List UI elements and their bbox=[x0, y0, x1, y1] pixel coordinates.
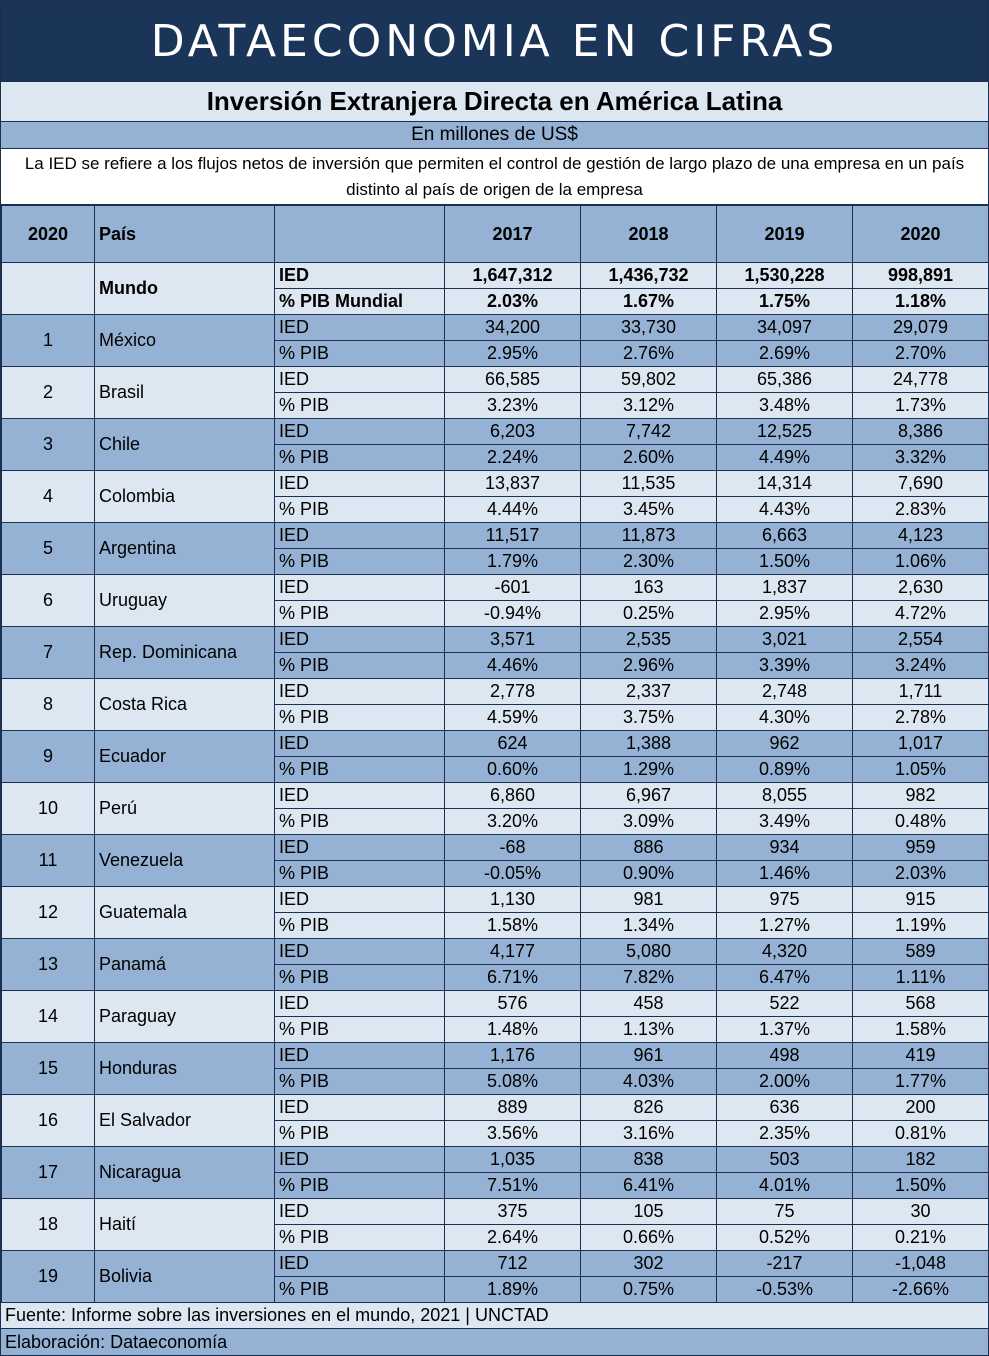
pib-value: 7.51% bbox=[445, 1173, 581, 1199]
pib-value: 1.05% bbox=[853, 757, 989, 783]
pib-value: 1.19% bbox=[853, 913, 989, 939]
world-ied-2019: 1,530,228 bbox=[717, 263, 853, 289]
pib-value: 2.35% bbox=[717, 1121, 853, 1147]
header-year-2020: 2020 bbox=[853, 206, 989, 263]
table-header-row bbox=[2, 206, 989, 263]
pib-value: 2.70% bbox=[853, 341, 989, 367]
pib-value: 2.64% bbox=[445, 1225, 581, 1251]
ied-value: 105 bbox=[581, 1199, 717, 1225]
pib-label: % PIB bbox=[275, 497, 445, 523]
pib-value: 4.49% bbox=[717, 445, 853, 471]
pib-value: 3.12% bbox=[581, 393, 717, 419]
table-row bbox=[2, 471, 989, 497]
pib-value: 2.76% bbox=[581, 341, 717, 367]
ied-value: 163 bbox=[581, 575, 717, 601]
pib-value: -2.66% bbox=[853, 1277, 989, 1303]
ied-value: 30 bbox=[853, 1199, 989, 1225]
page-title: Inversión Extranjera Directa en América Latina bbox=[1, 81, 988, 122]
pib-value: 1.89% bbox=[445, 1277, 581, 1303]
ied-value: 4,123 bbox=[853, 523, 989, 549]
pib-label: % PIB bbox=[275, 757, 445, 783]
country-rank: 13 bbox=[2, 939, 95, 991]
pib-value: 3.39% bbox=[717, 653, 853, 679]
pib-value: 2.24% bbox=[445, 445, 581, 471]
pib-value: 4.72% bbox=[853, 601, 989, 627]
pib-value: 6.71% bbox=[445, 965, 581, 991]
country-rank: 1 bbox=[2, 315, 95, 367]
ied-label: IED bbox=[275, 1251, 445, 1277]
pib-value: 3.56% bbox=[445, 1121, 581, 1147]
pib-label: % PIB bbox=[275, 965, 445, 991]
pib-label: % PIB bbox=[275, 1069, 445, 1095]
ied-value: 5,080 bbox=[581, 939, 717, 965]
ied-value: 75 bbox=[717, 1199, 853, 1225]
ied-value: 302 bbox=[581, 1251, 717, 1277]
ied-value: 959 bbox=[853, 835, 989, 861]
pib-value: 3.16% bbox=[581, 1121, 717, 1147]
pib-value: 3.24% bbox=[853, 653, 989, 679]
pib-value: 1.79% bbox=[445, 549, 581, 575]
pib-value: 1.46% bbox=[717, 861, 853, 887]
ied-value: 498 bbox=[717, 1043, 853, 1069]
ied-value: -1,048 bbox=[853, 1251, 989, 1277]
table-row bbox=[2, 1147, 989, 1173]
pib-value: 4.30% bbox=[717, 705, 853, 731]
pib-value: 1.13% bbox=[581, 1017, 717, 1043]
country-name: Ecuador bbox=[95, 731, 275, 783]
ied-value: 7,742 bbox=[581, 419, 717, 445]
ied-value: 3,021 bbox=[717, 627, 853, 653]
country-name: Guatemala bbox=[95, 887, 275, 939]
pib-value: 0.81% bbox=[853, 1121, 989, 1147]
ied-value: 33,730 bbox=[581, 315, 717, 341]
ied-label: IED bbox=[275, 991, 445, 1017]
ied-value: 3,571 bbox=[445, 627, 581, 653]
table-row bbox=[2, 731, 989, 757]
pib-value: 4.43% bbox=[717, 497, 853, 523]
country-name: Panamá bbox=[95, 939, 275, 991]
table-row bbox=[2, 315, 989, 341]
table-row bbox=[2, 939, 989, 965]
table-row bbox=[2, 1095, 989, 1121]
pib-value: 2.95% bbox=[717, 601, 853, 627]
world-rank bbox=[2, 263, 95, 315]
country-rank: 19 bbox=[2, 1251, 95, 1303]
pib-label: % PIB bbox=[275, 601, 445, 627]
table-row bbox=[2, 367, 989, 393]
ied-value: 4,320 bbox=[717, 939, 853, 965]
table-row bbox=[2, 575, 989, 601]
country-name: Argentina bbox=[95, 523, 275, 575]
ied-value: 13,837 bbox=[445, 471, 581, 497]
pib-value: -0.53% bbox=[717, 1277, 853, 1303]
ied-label: IED bbox=[275, 523, 445, 549]
pib-value: 2.00% bbox=[717, 1069, 853, 1095]
world-ied-2017: 1,647,312 bbox=[445, 263, 581, 289]
pib-label: % PIB bbox=[275, 1173, 445, 1199]
ied-value: 568 bbox=[853, 991, 989, 1017]
pib-value: 4.03% bbox=[581, 1069, 717, 1095]
ied-value: 24,778 bbox=[853, 367, 989, 393]
pib-label: % PIB bbox=[275, 341, 445, 367]
pib-value: 0.90% bbox=[581, 861, 717, 887]
country-name: Rep. Dominicana bbox=[95, 627, 275, 679]
pib-label: % PIB bbox=[275, 549, 445, 575]
country-rank: 12 bbox=[2, 887, 95, 939]
ied-value: 2,778 bbox=[445, 679, 581, 705]
pib-value: 3.48% bbox=[717, 393, 853, 419]
pib-value: 2.30% bbox=[581, 549, 717, 575]
table-row bbox=[2, 991, 989, 1017]
ied-label: IED bbox=[275, 1043, 445, 1069]
world-name: Mundo bbox=[95, 263, 275, 315]
ied-value: 6,203 bbox=[445, 419, 581, 445]
ied-value: 624 bbox=[445, 731, 581, 757]
country-name: Costa Rica bbox=[95, 679, 275, 731]
pib-label: % PIB bbox=[275, 653, 445, 679]
country-rank: 7 bbox=[2, 627, 95, 679]
pib-value: 0.25% bbox=[581, 601, 717, 627]
pib-value: 1.50% bbox=[717, 549, 853, 575]
ied-value: 1,176 bbox=[445, 1043, 581, 1069]
pib-value: 3.23% bbox=[445, 393, 581, 419]
ied-value: 2,535 bbox=[581, 627, 717, 653]
country-rank: 18 bbox=[2, 1199, 95, 1251]
pib-label: % PIB bbox=[275, 809, 445, 835]
country-name: Bolivia bbox=[95, 1251, 275, 1303]
pib-value: 1.77% bbox=[853, 1069, 989, 1095]
pib-value: 1.29% bbox=[581, 757, 717, 783]
pib-value: 1.37% bbox=[717, 1017, 853, 1043]
ied-value: 6,663 bbox=[717, 523, 853, 549]
ied-value: 6,860 bbox=[445, 783, 581, 809]
ied-value: 11,873 bbox=[581, 523, 717, 549]
country-rank: 14 bbox=[2, 991, 95, 1043]
ied-value: -601 bbox=[445, 575, 581, 601]
ied-value: -217 bbox=[717, 1251, 853, 1277]
pib-label: % PIB bbox=[275, 1121, 445, 1147]
ied-value: 29,079 bbox=[853, 315, 989, 341]
banner-title: DATAECONOMIA EN CIFRAS bbox=[1, 1, 988, 81]
country-name: Brasil bbox=[95, 367, 275, 419]
ied-value: 522 bbox=[717, 991, 853, 1017]
country-name: Uruguay bbox=[95, 575, 275, 627]
ied-value: 200 bbox=[853, 1095, 989, 1121]
table-row bbox=[2, 627, 989, 653]
country-name: Venezuela bbox=[95, 835, 275, 887]
pib-value: 2.83% bbox=[853, 497, 989, 523]
pib-value: 3.32% bbox=[853, 445, 989, 471]
ied-label: IED bbox=[275, 1095, 445, 1121]
pib-value: 0.66% bbox=[581, 1225, 717, 1251]
country-rank: 5 bbox=[2, 523, 95, 575]
country-rank: 10 bbox=[2, 783, 95, 835]
pib-value: 1.73% bbox=[853, 393, 989, 419]
ied-value: 712 bbox=[445, 1251, 581, 1277]
ied-value: 826 bbox=[581, 1095, 717, 1121]
ied-value: 375 bbox=[445, 1199, 581, 1225]
ied-value: 975 bbox=[717, 887, 853, 913]
ied-value: 934 bbox=[717, 835, 853, 861]
pib-value: 1.06% bbox=[853, 549, 989, 575]
country-name: Chile bbox=[95, 419, 275, 471]
ied-value: 8,055 bbox=[717, 783, 853, 809]
country-rank: 8 bbox=[2, 679, 95, 731]
table-row bbox=[2, 835, 989, 861]
table-row bbox=[2, 679, 989, 705]
pib-label: % PIB bbox=[275, 393, 445, 419]
ied-label: IED bbox=[275, 731, 445, 757]
ied-value: 889 bbox=[445, 1095, 581, 1121]
world-ied-row bbox=[2, 263, 989, 289]
ied-value: 182 bbox=[853, 1147, 989, 1173]
header-country: País bbox=[95, 206, 275, 263]
pib-value: 4.01% bbox=[717, 1173, 853, 1199]
ied-value: 589 bbox=[853, 939, 989, 965]
ied-label: IED bbox=[275, 835, 445, 861]
pib-label: % PIB bbox=[275, 1225, 445, 1251]
country-name: Haití bbox=[95, 1199, 275, 1251]
ied-value: 14,314 bbox=[717, 471, 853, 497]
pib-value: 1.50% bbox=[853, 1173, 989, 1199]
ied-label: IED bbox=[275, 575, 445, 601]
fdi-table bbox=[1, 205, 989, 1303]
ied-value: 1,130 bbox=[445, 887, 581, 913]
ied-value: 4,177 bbox=[445, 939, 581, 965]
pib-value: 2.95% bbox=[445, 341, 581, 367]
ied-value: 1,711 bbox=[853, 679, 989, 705]
country-rank: 17 bbox=[2, 1147, 95, 1199]
ied-label: IED bbox=[275, 1147, 445, 1173]
ied-label: IED bbox=[275, 419, 445, 445]
table-row bbox=[2, 419, 989, 445]
ied-value: 886 bbox=[581, 835, 717, 861]
description: La IED se refiere a los flujos netos de inversión que permiten el control de gestión de largo plazo de una empresa en un país distinto al país de origen de la empresa bbox=[1, 149, 988, 205]
pib-value: -0.05% bbox=[445, 861, 581, 887]
ied-label: IED bbox=[275, 367, 445, 393]
pib-value: 1.27% bbox=[717, 913, 853, 939]
header-year-2018: 2018 bbox=[581, 206, 717, 263]
world-pib-label: % PIB Mundial bbox=[275, 289, 445, 315]
pib-value: 2.78% bbox=[853, 705, 989, 731]
ied-value: 12,525 bbox=[717, 419, 853, 445]
country-name: Colombia bbox=[95, 471, 275, 523]
ied-value: 838 bbox=[581, 1147, 717, 1173]
world-ied-2018: 1,436,732 bbox=[581, 263, 717, 289]
ied-value: 7,690 bbox=[853, 471, 989, 497]
country-rank: 6 bbox=[2, 575, 95, 627]
ied-label: IED bbox=[275, 1199, 445, 1225]
ied-label: IED bbox=[275, 471, 445, 497]
pib-value: 0.52% bbox=[717, 1225, 853, 1251]
world-ied-label: IED bbox=[275, 263, 445, 289]
page-subtitle: En millones de US$ bbox=[1, 122, 988, 149]
ied-value: 2,554 bbox=[853, 627, 989, 653]
ied-value: 2,630 bbox=[853, 575, 989, 601]
ied-value: 34,200 bbox=[445, 315, 581, 341]
ied-label: IED bbox=[275, 783, 445, 809]
pib-label: % PIB bbox=[275, 913, 445, 939]
pib-value: 0.75% bbox=[581, 1277, 717, 1303]
pib-label: % PIB bbox=[275, 1017, 445, 1043]
country-name: Nicaragua bbox=[95, 1147, 275, 1199]
pib-value: 4.59% bbox=[445, 705, 581, 731]
country-rank: 2 bbox=[2, 367, 95, 419]
ied-value: 458 bbox=[581, 991, 717, 1017]
ied-value: 2,337 bbox=[581, 679, 717, 705]
pib-label: % PIB bbox=[275, 861, 445, 887]
pib-value: 3.45% bbox=[581, 497, 717, 523]
pib-value: 5.08% bbox=[445, 1069, 581, 1095]
pib-value: 1.48% bbox=[445, 1017, 581, 1043]
ied-value: -68 bbox=[445, 835, 581, 861]
ied-label: IED bbox=[275, 939, 445, 965]
country-rank: 9 bbox=[2, 731, 95, 783]
pib-value: 4.46% bbox=[445, 653, 581, 679]
ied-value: 59,802 bbox=[581, 367, 717, 393]
ied-value: 503 bbox=[717, 1147, 853, 1173]
country-rank: 11 bbox=[2, 835, 95, 887]
table-row bbox=[2, 783, 989, 809]
table-row bbox=[2, 1251, 989, 1277]
pib-value: 1.58% bbox=[445, 913, 581, 939]
ied-value: 962 bbox=[717, 731, 853, 757]
pib-value: 1.34% bbox=[581, 913, 717, 939]
pib-value: 1.58% bbox=[853, 1017, 989, 1043]
ied-value: 8,386 bbox=[853, 419, 989, 445]
world-pib-2017: 2.03% bbox=[445, 289, 581, 315]
pib-value: 7.82% bbox=[581, 965, 717, 991]
country-name: Paraguay bbox=[95, 991, 275, 1043]
ied-value: 1,837 bbox=[717, 575, 853, 601]
world-pib-2018: 1.67% bbox=[581, 289, 717, 315]
ied-value: 419 bbox=[853, 1043, 989, 1069]
header-rank: 2020 bbox=[2, 206, 95, 263]
ied-value: 1,388 bbox=[581, 731, 717, 757]
pib-value: 2.96% bbox=[581, 653, 717, 679]
header-metric bbox=[275, 206, 445, 263]
source-note: Fuente: Informe sobre las inversiones en el mundo, 2021 | UNCTAD bbox=[1, 1303, 988, 1329]
pib-label: % PIB bbox=[275, 445, 445, 471]
pib-value: 2.03% bbox=[853, 861, 989, 887]
ied-value: 982 bbox=[853, 783, 989, 809]
country-name: Perú bbox=[95, 783, 275, 835]
country-name: El Salvador bbox=[95, 1095, 275, 1147]
pib-value: -0.94% bbox=[445, 601, 581, 627]
ied-label: IED bbox=[275, 627, 445, 653]
ied-value: 11,517 bbox=[445, 523, 581, 549]
pib-value: 3.09% bbox=[581, 809, 717, 835]
ied-value: 1,035 bbox=[445, 1147, 581, 1173]
ied-value: 636 bbox=[717, 1095, 853, 1121]
header-year-2019: 2019 bbox=[717, 206, 853, 263]
ied-value: 915 bbox=[853, 887, 989, 913]
pib-value: 3.20% bbox=[445, 809, 581, 835]
pib-value: 3.49% bbox=[717, 809, 853, 835]
pib-value: 0.21% bbox=[853, 1225, 989, 1251]
world-pib-2019: 1.75% bbox=[717, 289, 853, 315]
ied-value: 981 bbox=[581, 887, 717, 913]
ied-label: IED bbox=[275, 679, 445, 705]
pib-value: 0.48% bbox=[853, 809, 989, 835]
pib-value: 3.75% bbox=[581, 705, 717, 731]
ied-value: 34,097 bbox=[717, 315, 853, 341]
ied-value: 11,535 bbox=[581, 471, 717, 497]
ied-value: 65,386 bbox=[717, 367, 853, 393]
country-rank: 4 bbox=[2, 471, 95, 523]
pib-label: % PIB bbox=[275, 705, 445, 731]
ied-value: 961 bbox=[581, 1043, 717, 1069]
country-rank: 3 bbox=[2, 419, 95, 471]
country-name: Honduras bbox=[95, 1043, 275, 1095]
pib-label: % PIB bbox=[275, 1277, 445, 1303]
ied-value: 6,967 bbox=[581, 783, 717, 809]
ied-value: 576 bbox=[445, 991, 581, 1017]
table-row bbox=[2, 1199, 989, 1225]
ied-value: 2,748 bbox=[717, 679, 853, 705]
pib-value: 0.89% bbox=[717, 757, 853, 783]
ied-label: IED bbox=[275, 315, 445, 341]
country-rank: 16 bbox=[2, 1095, 95, 1147]
header-year-2017: 2017 bbox=[445, 206, 581, 263]
pib-value: 6.47% bbox=[717, 965, 853, 991]
ied-value: 66,585 bbox=[445, 367, 581, 393]
world-pib-2020: 1.18% bbox=[853, 289, 989, 315]
credit-note: Elaboración: Dataeconomía bbox=[1, 1329, 988, 1355]
pib-value: 1.11% bbox=[853, 965, 989, 991]
country-name: México bbox=[95, 315, 275, 367]
pib-value: 4.44% bbox=[445, 497, 581, 523]
table-row bbox=[2, 887, 989, 913]
pib-value: 6.41% bbox=[581, 1173, 717, 1199]
world-ied-2020: 998,891 bbox=[853, 263, 989, 289]
pib-value: 2.60% bbox=[581, 445, 717, 471]
ied-label: IED bbox=[275, 887, 445, 913]
pib-value: 0.60% bbox=[445, 757, 581, 783]
table-row bbox=[2, 523, 989, 549]
ied-value: 1,017 bbox=[853, 731, 989, 757]
country-rank: 15 bbox=[2, 1043, 95, 1095]
table-row bbox=[2, 1043, 989, 1069]
pib-value: 2.69% bbox=[717, 341, 853, 367]
